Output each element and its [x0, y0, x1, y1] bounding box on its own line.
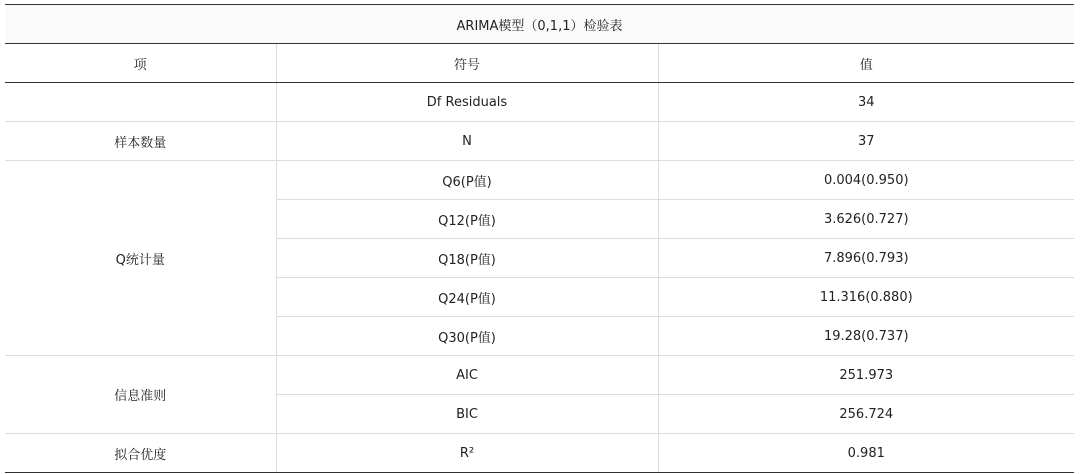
header-value: 值: [658, 44, 1074, 83]
table-title-row: [5, 5, 1074, 44]
table-row: [5, 83, 1074, 122]
value-cell: 0.981: [658, 434, 1074, 473]
table-header-row: [5, 44, 1074, 83]
symbol-cell: Q18(P值): [276, 239, 658, 278]
symbol-cell: AIC: [276, 356, 658, 395]
value-cell: 0.004(0.950): [658, 161, 1074, 200]
symbol-cell: Q12(P值): [276, 200, 658, 239]
symbol-cell: Q30(P值): [276, 317, 658, 356]
value-cell: 7.896(0.793): [658, 239, 1074, 278]
item-cell: 信息准则: [5, 356, 276, 434]
table-title: ARIMA模型（0,1,1）检验表: [5, 5, 1074, 44]
header-symbol: 符号: [276, 44, 658, 83]
value-cell: 37: [658, 122, 1074, 161]
arima-test-table: [5, 4, 1074, 473]
item-cell: 样本数量: [5, 122, 276, 161]
symbol-cell: R²: [276, 434, 658, 473]
table-row: [5, 161, 1074, 200]
table-row: [5, 356, 1074, 395]
arima-test-table-container: [5, 4, 1074, 473]
value-cell: 256.724: [658, 395, 1074, 434]
item-cell: [5, 83, 276, 122]
symbol-cell: Df Residuals: [276, 83, 658, 122]
symbol-cell: Q24(P值): [276, 278, 658, 317]
value-cell: 11.316(0.880): [658, 278, 1074, 317]
symbol-cell: Q6(P值): [276, 161, 658, 200]
header-item: 项: [5, 44, 276, 83]
item-cell: 拟合优度: [5, 434, 276, 473]
value-cell: 34: [658, 83, 1074, 122]
value-cell: 19.28(0.737): [658, 317, 1074, 356]
item-cell: Q统计量: [5, 161, 276, 356]
value-cell: 251.973: [658, 356, 1074, 395]
symbol-cell: N: [276, 122, 658, 161]
symbol-cell: BIC: [276, 395, 658, 434]
table-row: [5, 434, 1074, 473]
table-row: [5, 122, 1074, 161]
value-cell: 3.626(0.727): [658, 200, 1074, 239]
